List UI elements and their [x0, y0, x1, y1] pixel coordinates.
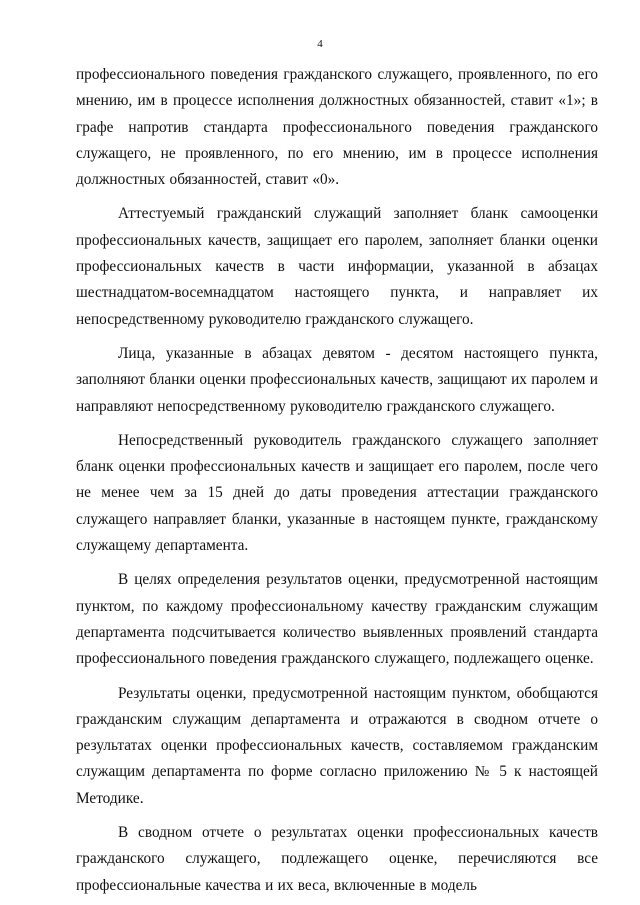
- paragraph-continuation: профессионального поведения гражданского служащего, проявленного, по его мнению, им в процессе исполнения должностных обязанностей, ставит «1»; в графе напротив стандарта профессионального поведения гражданского служащего, не проявленного, по его мнению, им в процессе исполнения должностных обязанностей, ставит «0».: [76, 66, 598, 189]
- paragraph-report-contents: В сводном отчете о результатах оценки профессиональных качеств гражданского служащего, подлежащего оценке, перечисляются все профессиональные качества и их веса, включенные в модель: [76, 824, 598, 894]
- paragraph-results-calculation: В целях определения результатов оценки, предусмотренной настоящим пунктом, по каждому профессиональному качеству гражданским служащим департамента подсчитывается количество выявленных проявлений стандарта профессионального поведения гражданского служащего, подлежащего оценке.: [76, 571, 598, 668]
- page-number: 4: [317, 38, 323, 50]
- paragraph-summary-report: Результаты оценки, предусмотренной настоящим пунктом, обобщаются гражданским служащим департамента и отражаются в сводном отчете о результатах оценки профессиональных качеств, составляемом гражданским служащим департамента по форме согласно приложению № 5 к настоящей Методике.: [76, 684, 598, 807]
- document-body: [76, 62, 598, 899]
- paragraph-supervisor: Непосредственный руководитель гражданского служащего заполняет бланк оценки профессиональных качеств и защищает его паролем, после чего не менее чем за 15 дней до даты проведения аттестации гражданского служащего направляет бланки, указанные в настоящем пункте, гражданскому служащему департамента.: [76, 431, 598, 555]
- paragraph-assessors: Лица, указанные в абзацах девятом - десятом настоящего пункта, заполняют бланки оценки профессиональных качеств, защищают их паролем и направляют непосредственному руководителю гражданского служащего.: [76, 344, 598, 415]
- paragraph-self-assessment: Аттестуемый гражданский служащий заполняет бланк самооценки профессиональных качеств, защищает его паролем, заполняет бланки оценки профессиональных качеств в части информации, указанной в абзацах шестнадцатом-восемнадцатом настоящего пункта, и направляет их непосредственному руководителю гражданского служащего.: [76, 205, 598, 328]
